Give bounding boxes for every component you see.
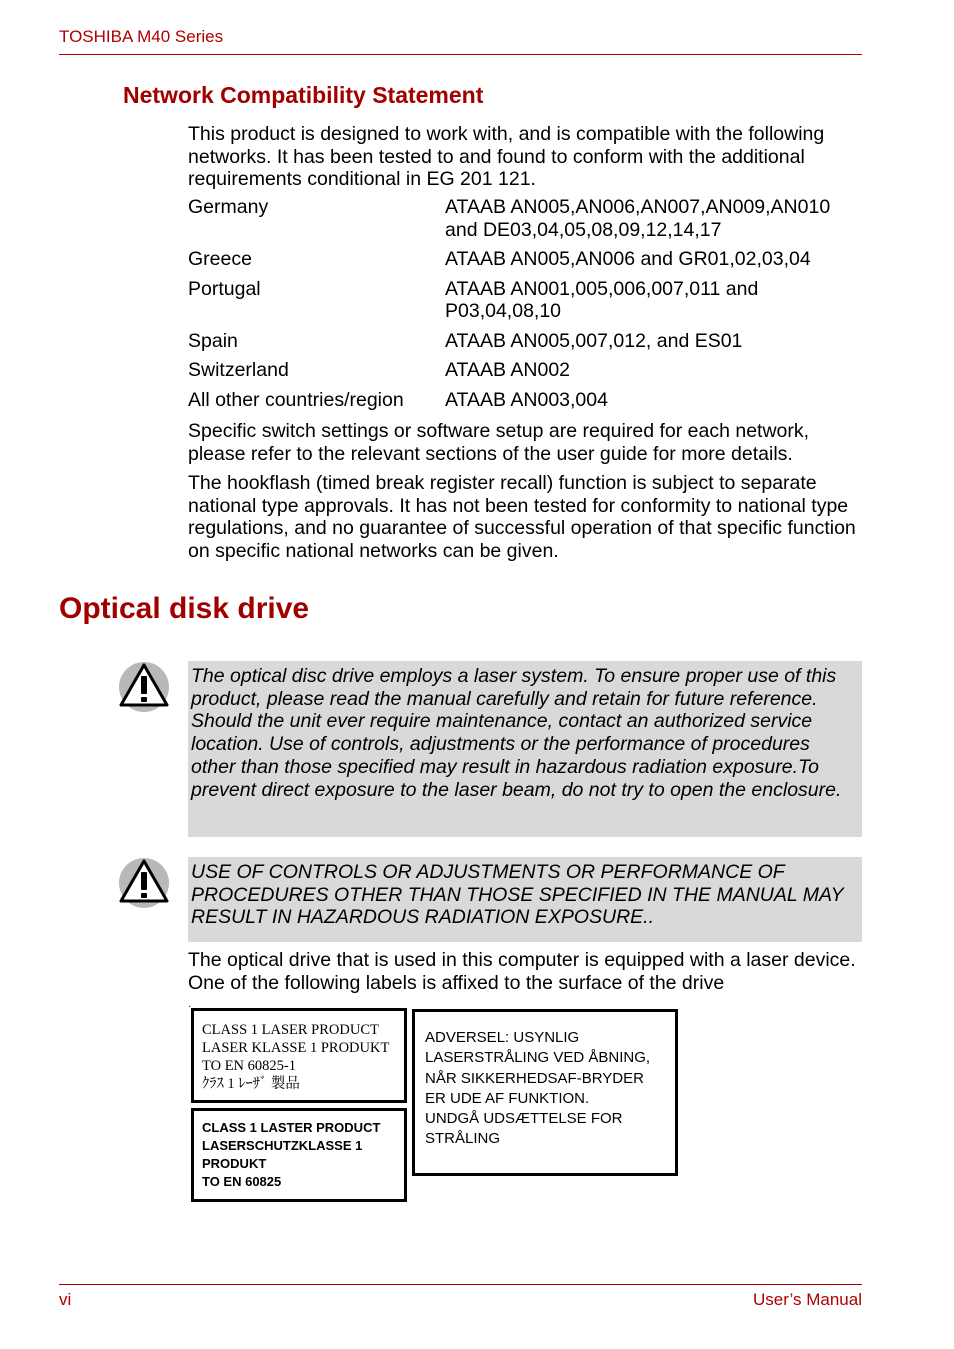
standard-cell: ATAAB AN005,AN006,AN007,AN009,AN010 and DE03,04,05,08,09,12,14,17: [445, 196, 831, 241]
table-row: [188, 196, 860, 248]
laser-label-paragraph: The optical drive that is used in this computer is equipped with a laser device. One of the following labels is affixed to the surface of the drive: [188, 949, 856, 994]
label-line: TO EN 60825-1: [202, 1058, 296, 1074]
radiation-warning-box: USE OF CONTROLS OR ADJUSTMENTS OR PERFORMANCE OF PROCEDURES OTHER THAN THOSE SPECIFIED IN THE MANUAL MAY RESULT IN HAZARDOUS RADIATION EXPOSURE..: [188, 857, 862, 942]
label-line: LASERSCHUTZKLASSE 1: [202, 1138, 363, 1153]
country-cell: Greece: [188, 248, 252, 270]
hookflash-paragraph: The hookflash (timed break register recall) function is subject to separate national type approvals. It has not been tested for conformity to national type regulations, and no guarantee of successful operation of that specific function on specific national networks can be given.: [188, 472, 856, 562]
standard-cell: ATAAB AN001,005,006,007,011 and P03,04,08,10: [445, 277, 759, 322]
standard-cell: ATAAB AN005,AN006 and GR01,02,03,04: [445, 248, 811, 270]
label-line: UNDGÅ UDSÆTTELSE FOR: [425, 1110, 623, 1128]
standard-cell: ATAAB AN005,007,012, and ES01: [445, 329, 743, 352]
network-intro: This product is designed to work with, and is compatible with the following networks. It has been tested to and found to conform with the additional requirements conditional in EG 201 121.: [188, 123, 825, 190]
table-row: [188, 330, 860, 360]
section-heading-network: Network Compatibility Statement: [123, 82, 484, 108]
label-line: TO EN 60825: [202, 1174, 282, 1189]
label-line: NÅR SIKKERHEDSAF-BRYDER: [425, 1069, 644, 1087]
label-line: ｸﾗｽ 1 ﾚｰｻﾞ 製品: [202, 1076, 300, 1092]
country-cell: All other countries/region: [188, 388, 404, 411]
table-row: [188, 248, 860, 278]
label-line: ADVERSEL: USYNLIG: [425, 1029, 580, 1046]
table-row: [188, 389, 860, 419]
label-line: PRODUKT: [202, 1156, 267, 1171]
label-line: CLASS 1 LASTER PRODUCT: [202, 1120, 381, 1135]
label-line: LASER KLASSE 1 PRODUKT: [202, 1040, 390, 1056]
country-cell: Switzerland: [188, 359, 289, 381]
label-line: STRÅLING: [425, 1130, 501, 1148]
switch-settings-paragraph: Specific switch settings or software setup are required for each network, please refer to the relevant sections of the user guide for more details.: [188, 420, 810, 465]
country-cell: Spain: [188, 329, 238, 352]
laser-label-danish: [412, 1009, 678, 1176]
label-line: LASERSTRÅLING VED ÅBNING,: [425, 1049, 651, 1067]
table-row: [188, 278, 860, 330]
network-table: [188, 196, 860, 418]
warning-triangle-icon: [118, 857, 170, 909]
country-cell: Portugal: [188, 277, 261, 300]
warning-triangle-icon: [118, 661, 170, 713]
laser-warning-box: The optical disc drive employs a laser system. To ensure proper use of this product, please read the manual carefully and retain for future reference. Should the unit ever require maintenance, contact an authorized service location. Use of controls, adjustments or the performance of procedures other than those specified may result in hazardous radiation exposure.To prevent direct exposure to the laser beam, do not try to open the enclosure.: [188, 661, 862, 837]
header-rule: [59, 54, 862, 55]
laser-label-class1: [191, 1008, 407, 1103]
label-line: ER UDE AF FUNKTION.: [425, 1089, 590, 1107]
label-line: CLASS 1 LASER PRODUCT: [202, 1022, 379, 1038]
manual-title: User’s Manual: [753, 1290, 862, 1309]
table-row: [188, 359, 860, 389]
standard-cell: ATAAB AN002: [445, 359, 571, 381]
running-header: TOSHIBA M40 Series: [59, 27, 224, 46]
page-number: vi: [59, 1290, 72, 1309]
laser-label-german: [191, 1108, 407, 1202]
trailing-mark: .: [188, 996, 192, 1010]
section-heading-optical: Optical disk drive: [59, 592, 310, 625]
footer-rule: [59, 1284, 862, 1285]
country-cell: Germany: [188, 196, 269, 218]
standard-cell: ATAAB AN003,004: [445, 388, 608, 411]
